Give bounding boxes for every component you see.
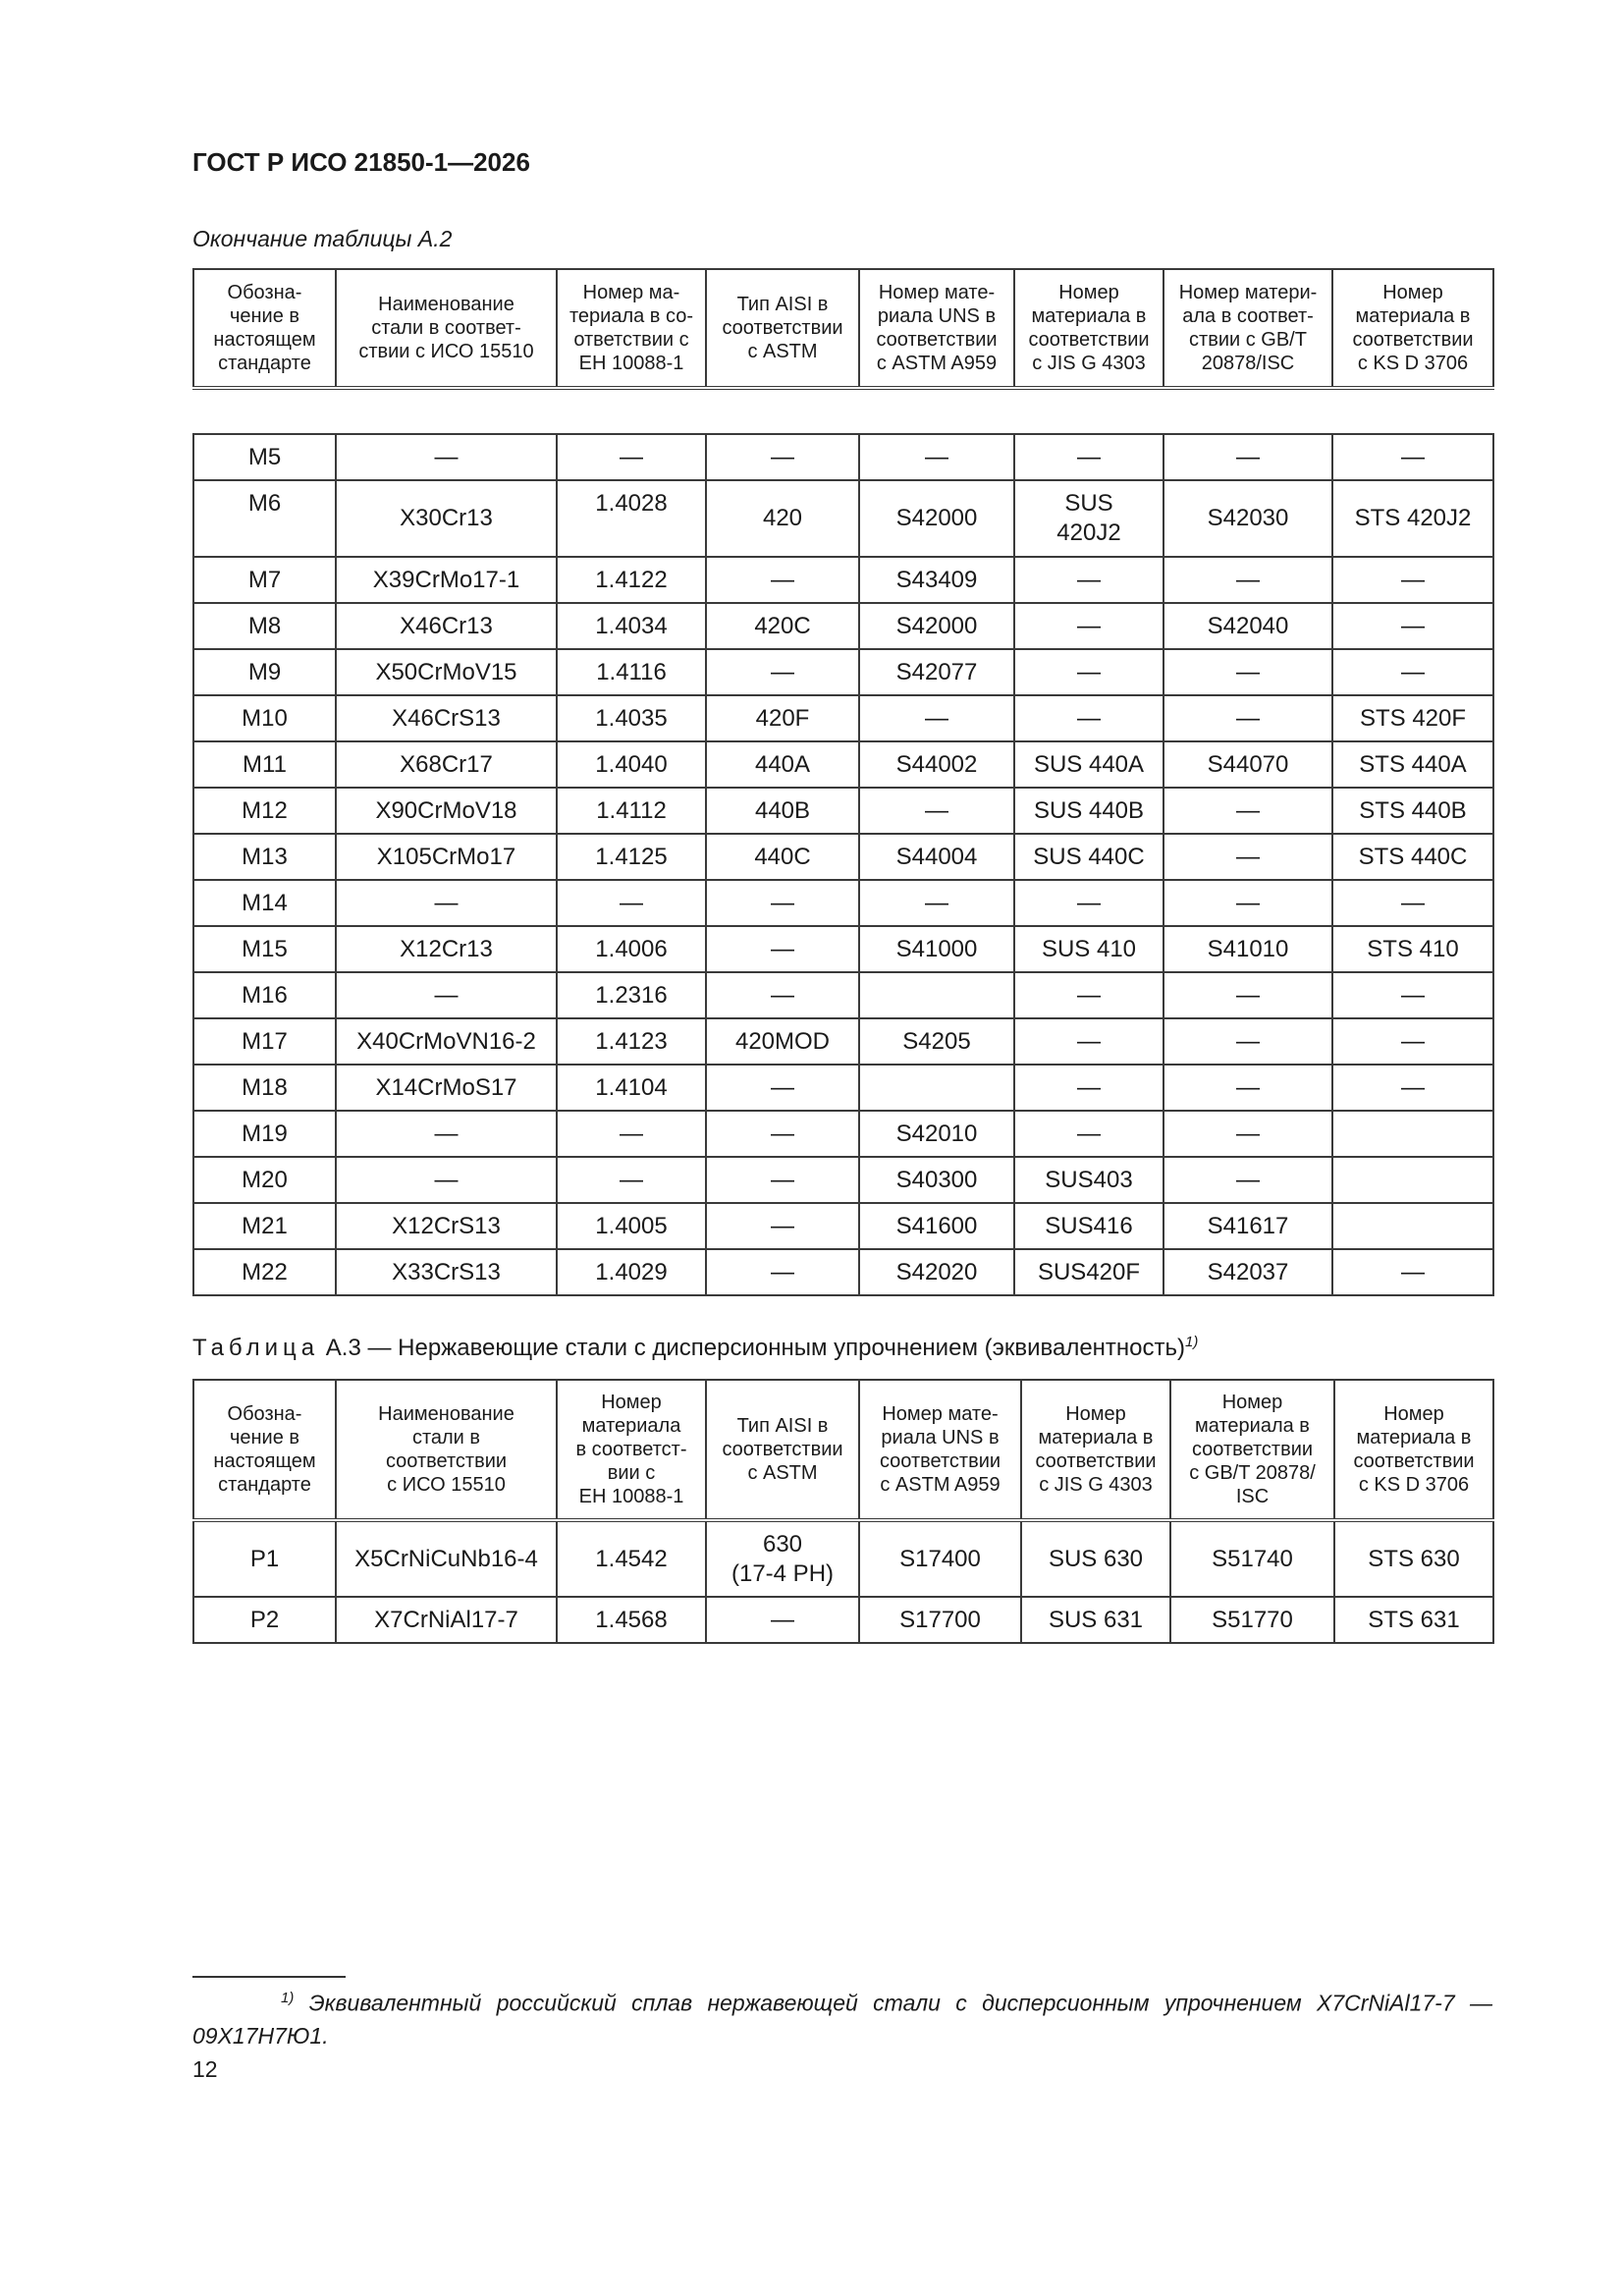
table-cell: STS 630 [1334,1520,1493,1597]
table-cell: M5 [193,434,336,480]
table-cell: M9 [193,649,336,695]
table-a3 [192,1379,1494,1644]
table-cell: — [1014,649,1163,695]
table-cell: — [706,1157,859,1203]
table-row [193,926,1493,972]
table-cell: — [1163,834,1332,880]
table-cell: 1.4112 [557,788,706,834]
table-cell: X90CrMoV18 [336,788,557,834]
table-cell: — [1163,972,1332,1018]
table-cell: SUS 440A [1014,741,1163,788]
table-a3-header-cell: Номер материала в соответст- вии с ЕН 10088-1 [557,1380,706,1520]
spacer-cell [706,388,859,434]
table-cell: S4205 [859,1018,1014,1065]
table-cell: X46CrS13 [336,695,557,741]
table-cell: X33CrS13 [336,1249,557,1295]
table-cell: — [706,1203,859,1249]
table-cell: STS 410 [1332,926,1493,972]
table-a3-header-cell: Номер материала в соответствии с KS D 3706 [1334,1380,1493,1520]
table-cell: 440C [706,834,859,880]
table-cell: M13 [193,834,336,880]
table-cell: — [706,434,859,480]
table-cell: SUS 440C [1014,834,1163,880]
table-cell: P1 [193,1520,336,1597]
table-cell: — [1163,880,1332,926]
table-cell: S41600 [859,1203,1014,1249]
footnote [192,1982,1492,2052]
table-a3-header-cell: Номер материала в соответствии с GB/T 20878/ ISC [1170,1380,1334,1520]
table-cell: 630 (17-4 PH) [706,1520,859,1597]
document-header: ГОСТ Р ИСО 21850-1—2026 [192,147,530,177]
table-cell: SUS 631 [1021,1597,1170,1643]
table-cell: 440A [706,741,859,788]
table-cell: 1.4040 [557,741,706,788]
table-a2-header-cell: Номер материала в соответствии с KS D 3706 [1332,269,1493,388]
footnote-divider [192,1976,346,1978]
table-a3-caption-prefix: Таблица [192,1335,320,1361]
table-cell: SUS 420J2 [1014,480,1163,557]
table-cell: M22 [193,1249,336,1295]
table-a3-header-cell: Номер материала в соответствии с JIS G 4303 [1021,1380,1170,1520]
table-cell: — [336,434,557,480]
table-a2 [192,268,1494,1296]
table-cell: — [859,434,1014,480]
table-a2-header-row [193,269,1493,388]
table-row [193,434,1493,480]
table-cell: — [336,880,557,926]
table-cell: — [1332,1018,1493,1065]
table-cell: STS 440A [1332,741,1493,788]
table-row [193,695,1493,741]
table-cell [1332,1203,1493,1249]
table-cell: — [1163,649,1332,695]
table-cell: X12CrS13 [336,1203,557,1249]
table-cell: — [706,649,859,695]
table-cell: S42020 [859,1249,1014,1295]
table-cell: M17 [193,1018,336,1065]
table-cell [1332,1111,1493,1157]
table-cell: — [557,1157,706,1203]
footnote-text: Эквивалентный российский сплав нержавеющей стали с дисперсионным упрочнением X7CrNiAl17-7 — 09Х17Н7Ю1. [192,1990,1492,2049]
table-row [193,480,1493,557]
table-cell: M6 [193,480,336,557]
page-number: 12 [192,2056,218,2082]
table-cell: STS 420F [1332,695,1493,741]
table-cell: M21 [193,1203,336,1249]
table-cell: S51740 [1170,1520,1334,1597]
table-cell: M11 [193,741,336,788]
table-cell: 1.4116 [557,649,706,695]
table-cell: — [1332,434,1493,480]
table-cell: — [1014,603,1163,649]
table-row [193,1065,1493,1111]
spacer-cell [557,388,706,434]
table-cell: X68Cr17 [336,741,557,788]
table-cell: — [706,1249,859,1295]
table-cell: 1.4123 [557,1018,706,1065]
table-row [193,557,1493,603]
spacer-cell [859,388,1014,434]
table-cell: — [859,695,1014,741]
table-cell: 420C [706,603,859,649]
table-cell: 1.4125 [557,834,706,880]
table-cell: — [336,1111,557,1157]
table-cell: S41000 [859,926,1014,972]
table-a3-header-row [193,1380,1493,1520]
table-cell: S40300 [859,1157,1014,1203]
table-cell: STS 440C [1332,834,1493,880]
table-row [193,1597,1493,1643]
table-cell: SUS 440B [1014,788,1163,834]
table-cell: — [1163,1111,1332,1157]
table-a3-body [193,1520,1493,1643]
table-cell [1332,1157,1493,1203]
table-cell: SUS 410 [1014,926,1163,972]
table-row [193,1249,1493,1295]
table-cell: X7CrNiAl17-7 [336,1597,557,1643]
table-a3-header-cell: Номер мате- риала UNS в соответствии с ASTM A959 [859,1380,1021,1520]
table-cell: — [706,926,859,972]
table-cell: — [706,557,859,603]
table-cell: M19 [193,1111,336,1157]
table-row [193,834,1493,880]
table-cell: — [1163,557,1332,603]
table-cell: 420F [706,695,859,741]
table-row [193,972,1493,1018]
table-cell: 1.4104 [557,1065,706,1111]
table-cell: — [706,1065,859,1111]
table-cell: 1.4568 [557,1597,706,1643]
table-cell: 1.4035 [557,695,706,741]
table-cell: — [1332,557,1493,603]
table-cell: SUS416 [1014,1203,1163,1249]
table-cell: 1.4122 [557,557,706,603]
table-a3-caption [192,1334,1198,1362]
table-a2-header-cell: Номер ма- териала в со- ответствии с ЕН 10088-1 [557,269,706,388]
table-a3-header-cell: Обозна- чение в настоящем стандарте [193,1380,336,1520]
spacer-cell [1014,388,1163,434]
table-cell: P2 [193,1597,336,1643]
table-cell: S42000 [859,603,1014,649]
table-cell: — [1014,695,1163,741]
table-cell: S51770 [1170,1597,1334,1643]
table-cell: — [1163,1018,1332,1065]
table-cell: — [706,1111,859,1157]
table-cell: 1.4006 [557,926,706,972]
table-cell: S41010 [1163,926,1332,972]
table-cell: X14CrMoS17 [336,1065,557,1111]
table-a2-header-cell: Наименование стали в соответ- ствии с ИСО 15510 [336,269,557,388]
table-row [193,1018,1493,1065]
table-cell: — [1163,434,1332,480]
table-cell: 1.4028 [557,480,706,557]
table-cell: — [1014,880,1163,926]
table-row [193,788,1493,834]
table-cell: — [1163,695,1332,741]
table-a2-body [193,388,1493,1295]
table-cell: X105CrMo17 [336,834,557,880]
table-cell: 1.4542 [557,1520,706,1597]
table-row [193,741,1493,788]
table-cell: STS 420J2 [1332,480,1493,557]
table-cell: — [706,880,859,926]
table-cell: M20 [193,1157,336,1203]
table-row [193,1111,1493,1157]
table-a2-header-cell: Номер материала в соответствии с JIS G 4303 [1014,269,1163,388]
table-cell: — [557,434,706,480]
table-cell: SUS403 [1014,1157,1163,1203]
table-cell: M15 [193,926,336,972]
table-cell: — [1332,603,1493,649]
table-cell: — [336,1157,557,1203]
table-cell: — [557,880,706,926]
table-a2-header-cell: Номер матери- ала в соответ- ствии с GB/T 20878/ISC [1163,269,1332,388]
table-cell: S43409 [859,557,1014,603]
table-cell: STS 631 [1334,1597,1493,1643]
table-cell: X12Cr13 [336,926,557,972]
table-row [193,1520,1493,1597]
table-cell: 1.4034 [557,603,706,649]
table-cell: 420MOD [706,1018,859,1065]
table-a2-header-cell: Тип AISI в соответствии с ASTM [706,269,859,388]
footnote-mark: 1) [281,1990,295,2006]
table-cell: S42037 [1163,1249,1332,1295]
table-cell: SUS 630 [1021,1520,1170,1597]
table-cell: X5CrNiCuNb16-4 [336,1520,557,1597]
table-cell: X39CrMo17-1 [336,557,557,603]
table-cell: S42030 [1163,480,1332,557]
table-cell: — [1014,557,1163,603]
spacer-cell [1332,388,1493,434]
table-row [193,1203,1493,1249]
table-cell [859,1065,1014,1111]
table-cell: M12 [193,788,336,834]
table-cell: — [1014,1111,1163,1157]
table-cell: S42040 [1163,603,1332,649]
table-a3-header-cell: Наименование стали в соответствии с ИСО 15510 [336,1380,557,1520]
table-cell: 1.2316 [557,972,706,1018]
table-cell [859,972,1014,1018]
table-cell: — [1332,880,1493,926]
table-cell: M10 [193,695,336,741]
table-cell: X30Cr13 [336,480,557,557]
table-cell: S44004 [859,834,1014,880]
table-cell: S44070 [1163,741,1332,788]
table-cell: — [336,972,557,1018]
table-cell: S42010 [859,1111,1014,1157]
table-cell: SUS420F [1014,1249,1163,1295]
table-row [193,603,1493,649]
table-cell: — [1014,972,1163,1018]
table-cell: — [859,788,1014,834]
table-cell: M16 [193,972,336,1018]
table-cell: — [1332,649,1493,695]
table-a2-header-cell: Обозна- чение в настоящем стандарте [193,269,336,388]
table-cell: X40CrMoVN16-2 [336,1018,557,1065]
table-cell: 440B [706,788,859,834]
table-cell: S44002 [859,741,1014,788]
table-a2-header-cell: Номер мате- риала UNS в соответствии с ASTM A959 [859,269,1014,388]
table-cell: — [1014,1018,1163,1065]
table-cell: S42000 [859,480,1014,557]
table-cell: S41617 [1163,1203,1332,1249]
table-cell: 420 [706,480,859,557]
table-cell: — [706,1597,859,1643]
table-cell: — [1014,1065,1163,1111]
table-cell: — [557,1111,706,1157]
table-cell: M18 [193,1065,336,1111]
table-cell: X50CrMoV15 [336,649,557,695]
table-cell: 1.4005 [557,1203,706,1249]
table-a3-caption-text: А.3 — Нержавеющие стали с дисперсионным упрочнением (эквивалентность) [319,1335,1186,1361]
table-cell: — [1014,434,1163,480]
table-cell: — [706,972,859,1018]
table-cell: S42077 [859,649,1014,695]
table-cell: S17400 [859,1520,1021,1597]
table-cell: S17700 [859,1597,1021,1643]
spacer-cell [1163,388,1332,434]
table-row [193,880,1493,926]
table-cell: M7 [193,557,336,603]
spacer-cell [336,388,557,434]
table-a3-footnote-mark[interactable]: 1) [1185,1334,1199,1350]
table-cell: — [1332,972,1493,1018]
table-cell: X46Cr13 [336,603,557,649]
table-row [193,1157,1493,1203]
table-a3-header-cell: Тип AISI в соответствии с ASTM [706,1380,859,1520]
table-cell: M8 [193,603,336,649]
table-cell: — [1163,788,1332,834]
table-cell: — [859,880,1014,926]
table-cell: M14 [193,880,336,926]
table-a2-caption: Окончание таблицы А.2 [192,226,453,251]
table-cell: — [1163,1157,1332,1203]
table-cell: 1.4029 [557,1249,706,1295]
table-cell: — [1163,1065,1332,1111]
table-row [193,649,1493,695]
table-cell: — [1332,1065,1493,1111]
table-cell: STS 440B [1332,788,1493,834]
table-spacer-row [193,388,1493,434]
spacer-cell [193,388,336,434]
table-cell: — [1332,1249,1493,1295]
